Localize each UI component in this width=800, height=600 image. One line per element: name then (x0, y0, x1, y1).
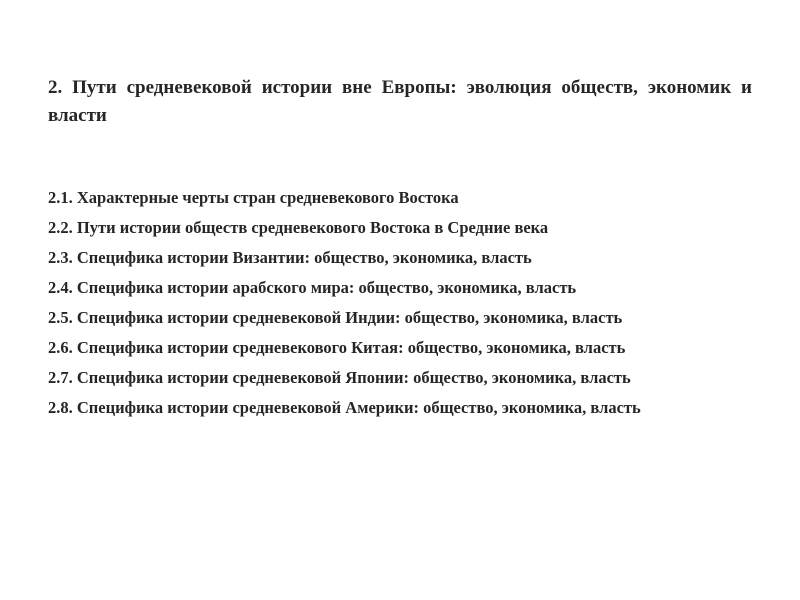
topic-item: 2.8. Специфика истории средневековой Америки: общество, экономика, власть (48, 398, 641, 417)
topic-item: 2.5. Специфика истории средневековой Индии: общество, экономика, власть (48, 308, 623, 327)
section-heading: 2. Пути средневековой истории вне Европы: эволюция обществ, экономик и власти (48, 77, 752, 126)
topic-item: 2.6. Специфика истории средневекового Китая: общество, экономика, власть (48, 338, 626, 357)
topic-item: 2.1. Характерные черты стран средневекового Востока (48, 188, 459, 207)
topic-list (48, 188, 738, 428)
topic-item: 2.3. Специфика истории Византии: общество, экономика, власть (48, 248, 532, 267)
topic-item: 2.4. Специфика истории арабского мира: общество, экономика, власть (48, 278, 577, 297)
topic-item: 2.2. Пути истории обществ средневекового Востока в Средние века (48, 218, 549, 237)
topic-item: 2.7. Специфика истории средневековой Японии: общество, экономика, власть (48, 368, 631, 387)
